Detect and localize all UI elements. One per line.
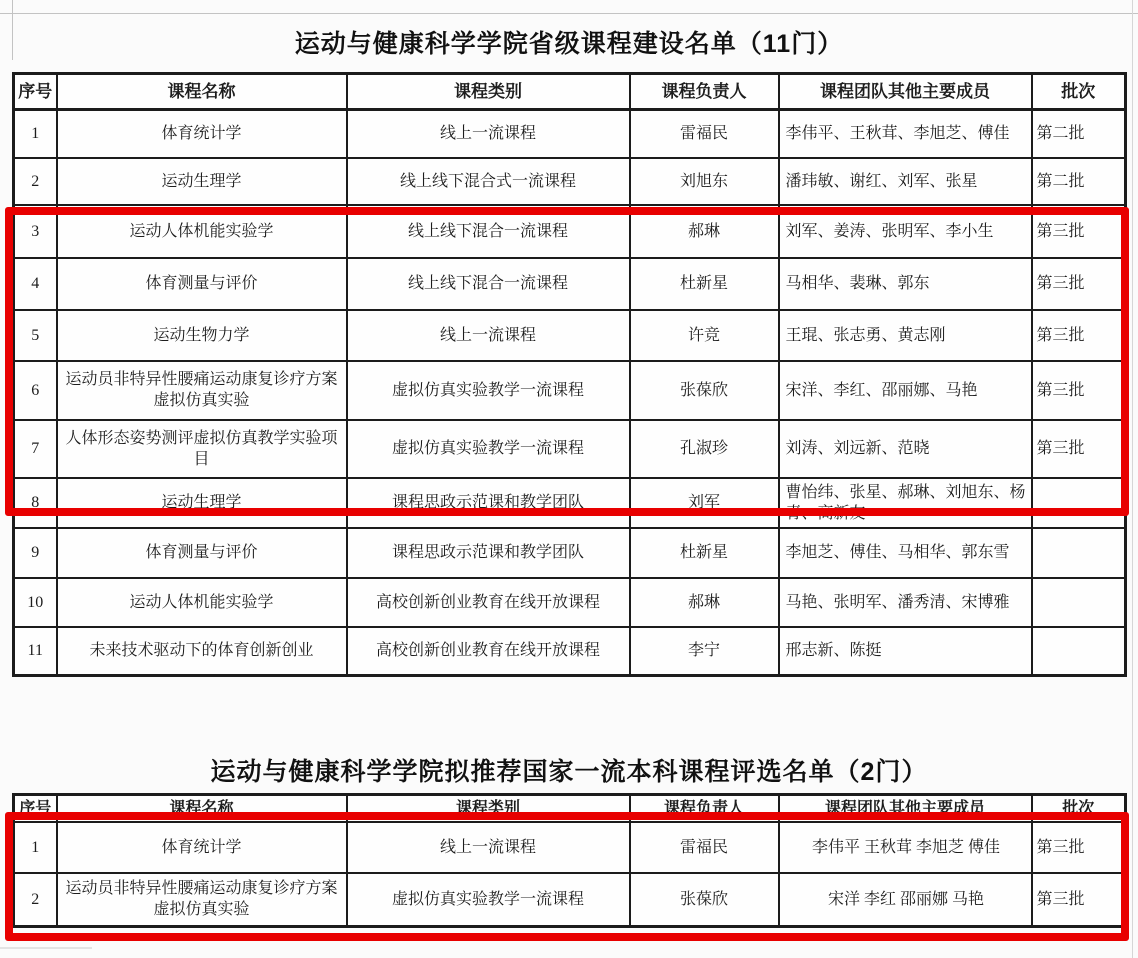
table-header-row bbox=[14, 795, 1126, 823]
cell-course-type: 线上一流课程 bbox=[347, 822, 630, 873]
cell-members: 李旭芝、傅佳、马相华、郭东雪 bbox=[779, 528, 1032, 578]
cell-no: 8 bbox=[14, 478, 57, 528]
table-row bbox=[14, 110, 1126, 158]
cell-course-type: 虚拟仿真实验教学一流课程 bbox=[347, 873, 630, 926]
table-row bbox=[14, 420, 1126, 478]
cell-members: 邢志新、陈挺 bbox=[779, 627, 1032, 676]
cell-course-name: 运动生理学 bbox=[57, 158, 347, 205]
cell-batch: 第三批 bbox=[1032, 258, 1126, 310]
cell-course-name: 运动人体机能实验学 bbox=[57, 578, 347, 627]
cell-course-type: 线上一流课程 bbox=[347, 110, 630, 158]
cell-leader: 刘旭东 bbox=[630, 158, 779, 205]
cell-course-name: 运动生理学 bbox=[57, 478, 347, 528]
table-header-row bbox=[14, 74, 1126, 110]
cell-leader: 孔淑珍 bbox=[630, 420, 779, 478]
cell-no: 7 bbox=[14, 420, 57, 478]
cell-no: 11 bbox=[14, 627, 57, 676]
header-leader: 课程负责人 bbox=[630, 795, 779, 823]
cell-members: 马艳、张明军、潘秀清、宋博雅 bbox=[779, 578, 1032, 627]
cell-course-name: 运动员非特异性腰痛运动康复诊疗方案虚拟仿真实验 bbox=[57, 873, 347, 926]
cell-course-type: 线上一流课程 bbox=[347, 310, 630, 361]
cell-course-type: 高校创新创业教育在线开放课程 bbox=[347, 627, 630, 676]
cell-leader: 张葆欣 bbox=[630, 873, 779, 926]
table-row bbox=[14, 873, 1126, 926]
cell-course-name: 体育统计学 bbox=[57, 110, 347, 158]
table-row bbox=[14, 205, 1126, 258]
sheet-gridline-top bbox=[0, 13, 1138, 14]
cell-members: 曹怡纬、张星、郝琳、刘旭东、杨青、高新友 bbox=[779, 478, 1032, 528]
sheet-gridline-right bbox=[1132, 0, 1133, 958]
cell-no: 5 bbox=[14, 310, 57, 361]
cell-course-name: 运动生物力学 bbox=[57, 310, 347, 361]
cell-no: 9 bbox=[14, 528, 57, 578]
cell-no: 6 bbox=[14, 361, 57, 420]
cell-batch: 第三批 bbox=[1032, 310, 1126, 361]
cell-members: 宋洋 李红 邵丽娜 马艳 bbox=[779, 873, 1032, 926]
cell-course-name: 体育统计学 bbox=[57, 822, 347, 873]
cell-no: 1 bbox=[14, 110, 57, 158]
table-row bbox=[14, 627, 1126, 676]
cell-course-type: 课程思政示范课和教学团队 bbox=[347, 528, 630, 578]
table-row bbox=[14, 478, 1126, 528]
cell-members: 马相华、裴琳、郭东 bbox=[779, 258, 1032, 310]
cell-no: 3 bbox=[14, 205, 57, 258]
header-type: 课程类别 bbox=[347, 74, 630, 110]
cell-members: 宋洋、李红、邵丽娜、马艳 bbox=[779, 361, 1032, 420]
table-row bbox=[14, 578, 1126, 627]
cell-no: 2 bbox=[14, 873, 57, 926]
cell-leader: 雷福民 bbox=[630, 822, 779, 873]
cell-course-type: 高校创新创业教育在线开放课程 bbox=[347, 578, 630, 627]
cell-course-type: 线上线下混合一流课程 bbox=[347, 205, 630, 258]
cell-course-type: 虚拟仿真实验教学一流课程 bbox=[347, 420, 630, 478]
cell-members: 王琨、张志勇、黄志刚 bbox=[779, 310, 1032, 361]
header-leader: 课程负责人 bbox=[630, 74, 779, 110]
provincial-course-table bbox=[12, 72, 1127, 677]
header-no: 序号 bbox=[14, 795, 57, 823]
cell-members: 刘军、姜涛、张明军、李小生 bbox=[779, 205, 1032, 258]
cell-leader: 李宁 bbox=[630, 627, 779, 676]
cell-course-type: 线上线下混合式一流课程 bbox=[347, 158, 630, 205]
cell-leader: 杜新星 bbox=[630, 258, 779, 310]
table-row bbox=[14, 822, 1126, 873]
table-row bbox=[14, 361, 1126, 420]
cell-course-name: 运动人体机能实验学 bbox=[57, 205, 347, 258]
cell-no: 2 bbox=[14, 158, 57, 205]
cell-batch bbox=[1032, 627, 1126, 676]
table-row bbox=[14, 158, 1126, 205]
cell-batch: 第二批 bbox=[1032, 110, 1126, 158]
cell-no: 10 bbox=[14, 578, 57, 627]
cell-members: 李伟平、王秋茸、李旭芝、傅佳 bbox=[779, 110, 1032, 158]
cell-members: 刘涛、刘远新、范晓 bbox=[779, 420, 1032, 478]
header-batch: 批次 bbox=[1032, 795, 1126, 823]
cell-leader: 郝琳 bbox=[630, 578, 779, 627]
cell-course-type: 线上线下混合一流课程 bbox=[347, 258, 630, 310]
cell-batch: 第三批 bbox=[1032, 420, 1126, 478]
header-type: 课程类别 bbox=[347, 795, 630, 823]
cell-batch: 第二批 bbox=[1032, 158, 1126, 205]
cell-course-name: 体育测量与评价 bbox=[57, 258, 347, 310]
header-members: 课程团队其他主要成员 bbox=[779, 795, 1032, 823]
cell-leader: 雷福民 bbox=[630, 110, 779, 158]
cell-batch bbox=[1032, 478, 1126, 528]
provincial-list-title: 运动与健康科学学院省级课程建设名单（11门） bbox=[294, 30, 844, 58]
cell-leader: 张葆欣 bbox=[630, 361, 779, 420]
cell-no: 1 bbox=[14, 822, 57, 873]
table-row bbox=[14, 528, 1126, 578]
header-batch: 批次 bbox=[1032, 74, 1126, 110]
header-members: 课程团队其他主要成员 bbox=[779, 74, 1032, 110]
cell-course-name: 体育测量与评价 bbox=[57, 528, 347, 578]
cell-leader: 郝琳 bbox=[630, 205, 779, 258]
sheet-gridline-bottom bbox=[0, 947, 92, 949]
cell-members: 李伟平 王秋茸 李旭芝 傅佳 bbox=[779, 822, 1032, 873]
cell-batch bbox=[1032, 528, 1126, 578]
header-name: 课程名称 bbox=[57, 74, 347, 110]
cell-course-name: 运动员非特异性腰痛运动康复诊疗方案虚拟仿真实验 bbox=[57, 361, 347, 420]
cell-leader: 杜新星 bbox=[630, 528, 779, 578]
cell-course-name: 人体形态姿势测评虚拟仿真教学实验项目 bbox=[57, 420, 347, 478]
cell-batch: 第三批 bbox=[1032, 822, 1126, 873]
cell-batch: 第三批 bbox=[1032, 873, 1126, 926]
national-list-title: 运动与健康科学学院拟推荐国家一流本科课程评选名单（2门） bbox=[210, 758, 928, 786]
cell-course-name: 未来技术驱动下的体育创新创业 bbox=[57, 627, 347, 676]
cell-batch: 第三批 bbox=[1032, 205, 1126, 258]
header-no: 序号 bbox=[14, 74, 57, 110]
table-row bbox=[14, 258, 1126, 310]
cell-members: 潘玮敏、谢红、刘军、张星 bbox=[779, 158, 1032, 205]
cell-no: 4 bbox=[14, 258, 57, 310]
cell-leader: 许竞 bbox=[630, 310, 779, 361]
cell-leader: 刘军 bbox=[630, 478, 779, 528]
cell-course-type: 课程思政示范课和教学团队 bbox=[347, 478, 630, 528]
header-name: 课程名称 bbox=[57, 795, 347, 823]
national-course-table bbox=[12, 793, 1127, 928]
cell-batch: 第三批 bbox=[1032, 361, 1126, 420]
table-row bbox=[14, 310, 1126, 361]
cell-batch bbox=[1032, 578, 1126, 627]
cell-course-type: 虚拟仿真实验教学一流课程 bbox=[347, 361, 630, 420]
